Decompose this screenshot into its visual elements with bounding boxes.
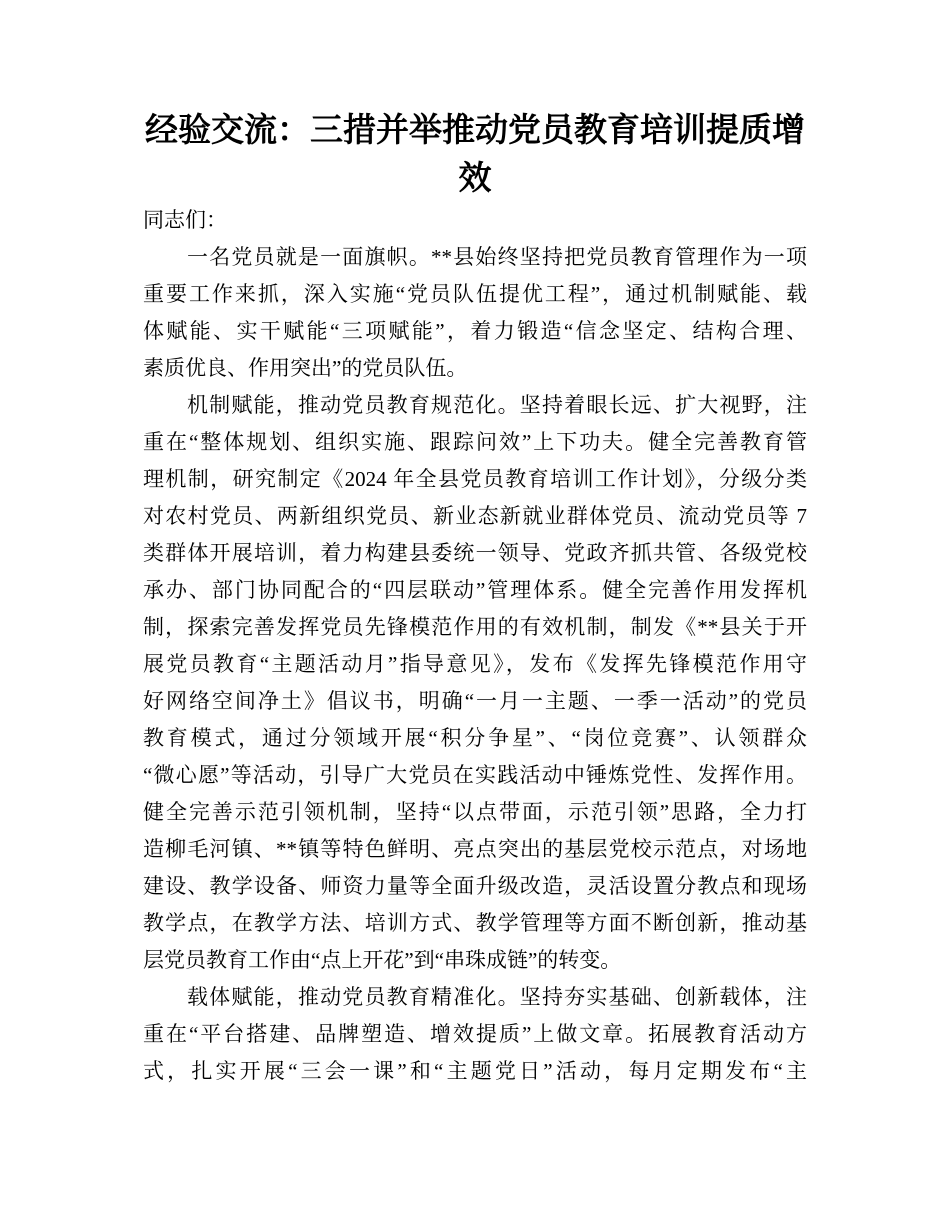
text-line: 式，扎实开展“三会一课”和“主题党日”活动，每月定期发布“主 bbox=[143, 1059, 807, 1083]
text-line: 重要工作来抓，深入实施“党员队伍提优工程”，通过机制赋能、载 bbox=[143, 282, 807, 306]
text-line: 承办、部门协同配合的“四层联动”管理体系。健全完善作用发挥机 bbox=[143, 578, 807, 602]
text-line: 载体赋能，推动党员教育精准化。坚持夯实基础、创新载体，注 bbox=[187, 985, 807, 1009]
text-line: 教育模式，通过分领域开展“积分争星”、“岗位竞赛”、认领群众 bbox=[143, 726, 807, 750]
document-title-line2: 效 bbox=[458, 159, 492, 196]
text-line: “微心愿”等活动，引导广大党员在实践活动中锤炼党性、发挥作用。 bbox=[143, 763, 807, 787]
document-body bbox=[143, 202, 807, 1090]
text-line: 造柳毛河镇、**镇等特色鲜明、亮点突出的基层党校示范点，对场地 bbox=[143, 837, 807, 861]
text-line: 机制赋能，推动党员教育规范化。坚持着眼长远、扩大视野，注 bbox=[187, 393, 807, 417]
document-title-line1: 经验交流：三措并举推动党员教育培训提质增 bbox=[145, 111, 805, 148]
text-line: 理机制，研究制定《2024 年全县党员教育培训工作计划》，分级分类 bbox=[143, 467, 807, 491]
text-line: 健全完善示范引领机制，坚持“以点带面，示范引领”思路，全力打 bbox=[143, 800, 807, 824]
text-line: 一名党员就是一面旗帜。**县始终坚持把党员教育管理作为一项 bbox=[187, 245, 807, 269]
text-line: 层党员教育工作由“点上开花”到“串珠成链”的转变。 bbox=[143, 948, 622, 972]
text-line: 教学点，在教学方法、培训方式、教学管理等方面不断创新，推动基 bbox=[143, 911, 807, 935]
text-line: 展党员教育“主题活动月”指导意见》，发布《发挥先锋模范作用守 bbox=[143, 652, 807, 676]
text-line: 制，探索完善发挥党员先锋模范作用的有效机制，制发《**县关于开 bbox=[143, 615, 807, 639]
text-line: 体赋能、实干赋能“三项赋能”，着力锻造“信念坚定、结构合理、 bbox=[143, 319, 807, 343]
text-line: 类群体开展培训，着力构建县委统一领导、党政齐抓共管、各级党校 bbox=[143, 541, 807, 565]
text-line: 建设、教学设备、师资力量等全面升级改造，灵活设置分教点和现场 bbox=[143, 874, 807, 898]
text-line: 好网络空间净土》倡议书，明确“一月一主题、一季一活动”的党员 bbox=[143, 689, 807, 713]
text-line: 重在“平台搭建、品牌塑造、增效提质”上做文章。拓展教育活动方 bbox=[143, 1022, 807, 1046]
text-line: 对农村党员、两新组织党员、新业态新就业群体党员、流动党员等 7 bbox=[143, 504, 807, 528]
document-title bbox=[143, 0, 807, 202]
text-line: 同志们： bbox=[143, 208, 227, 232]
text-line: 重在“整体规划、组织实施、跟踪问效”上下功夫。健全完善教育管 bbox=[143, 430, 807, 454]
text-line: 素质优良、作用突出”的党员队伍。 bbox=[143, 356, 468, 380]
